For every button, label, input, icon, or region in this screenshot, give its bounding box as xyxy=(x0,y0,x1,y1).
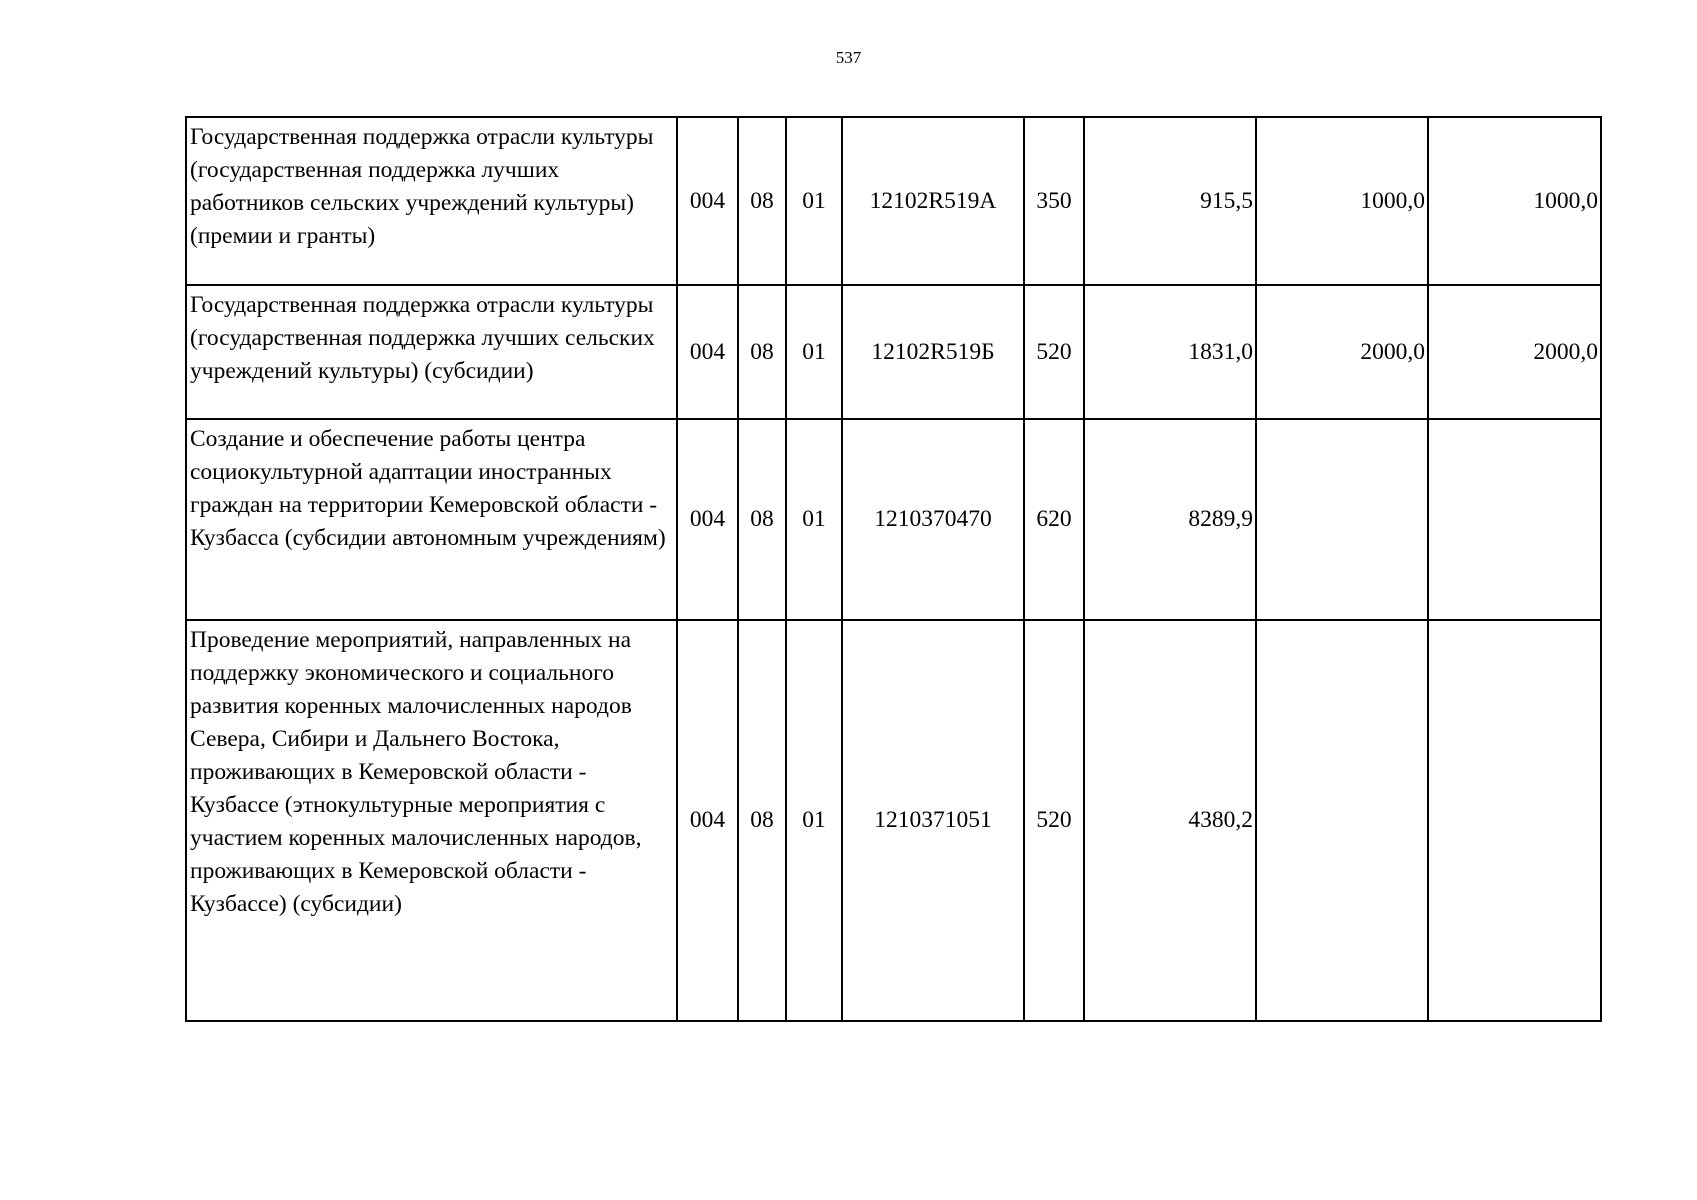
amount-3-cell xyxy=(1428,620,1601,1021)
target-article-cell: 12102R519A xyxy=(842,117,1024,285)
subsection-code-cell: 01 xyxy=(786,620,842,1021)
amount-1-cell: 8289,9 xyxy=(1084,419,1256,620)
ministry-code-cell: 004 xyxy=(677,419,738,620)
amount-2-cell xyxy=(1256,419,1428,620)
amount-1-cell: 915,5 xyxy=(1084,117,1256,285)
table-row xyxy=(186,117,1601,285)
section-code-cell: 08 xyxy=(738,419,786,620)
ministry-code-cell: 004 xyxy=(677,620,738,1021)
budget-table xyxy=(185,116,1602,1022)
page-number: 537 xyxy=(835,48,862,67)
table-row xyxy=(186,620,1601,1021)
subsection-code-cell: 01 xyxy=(786,117,842,285)
table-row xyxy=(186,285,1601,419)
description-cell: Проведение мероприятий, направленных на поддержку экономического и социального развития коренных малочисленных народов Севера, Сибири и Дальнего Востока, проживающих в Кемеровской области - Кузбассе (этнокультурные мероприятия с участием коренных малочисленных народов, проживающих в Кемеровской области - Кузбассе) (субсидии) xyxy=(186,620,677,1021)
amount-3-cell xyxy=(1428,419,1601,620)
subsection-code-cell: 01 xyxy=(786,285,842,419)
ministry-code-cell: 004 xyxy=(677,285,738,419)
amount-3-cell: 2000,0 xyxy=(1428,285,1601,419)
description-cell: Государственная поддержка отрасли культуры (государственная поддержка лучших сельских учреждений культуры) (субсидии) xyxy=(186,285,677,419)
section-code-cell: 08 xyxy=(738,620,786,1021)
expense-type-cell: 620 xyxy=(1024,419,1084,620)
section-code-cell: 08 xyxy=(738,117,786,285)
amount-2-cell: 2000,0 xyxy=(1256,285,1428,419)
description-cell: Государственная поддержка отрасли культуры (государственная поддержка лучших работников сельских учреждений культуры) (премии и гранты) xyxy=(186,117,677,285)
table-row xyxy=(186,419,1601,620)
amount-1-cell: 1831,0 xyxy=(1084,285,1256,419)
target-article-cell: 1210370470 xyxy=(842,419,1024,620)
amount-2-cell xyxy=(1256,620,1428,1021)
section-code-cell: 08 xyxy=(738,285,786,419)
target-article-cell: 1210371051 xyxy=(842,620,1024,1021)
description-cell: Создание и обеспечение работы центра социокультурной адаптации иностранных граждан на территории Кемеровской области - Кузбасса (субсидии автономным учреждениям) xyxy=(186,419,677,620)
amount-1-cell: 4380,2 xyxy=(1084,620,1256,1021)
target-article-cell: 12102R519Б xyxy=(842,285,1024,419)
expense-type-cell: 520 xyxy=(1024,620,1084,1021)
amount-3-cell: 1000,0 xyxy=(1428,117,1601,285)
expense-type-cell: 520 xyxy=(1024,285,1084,419)
expense-type-cell: 350 xyxy=(1024,117,1084,285)
amount-2-cell: 1000,0 xyxy=(1256,117,1428,285)
subsection-code-cell: 01 xyxy=(786,419,842,620)
ministry-code-cell: 004 xyxy=(677,117,738,285)
